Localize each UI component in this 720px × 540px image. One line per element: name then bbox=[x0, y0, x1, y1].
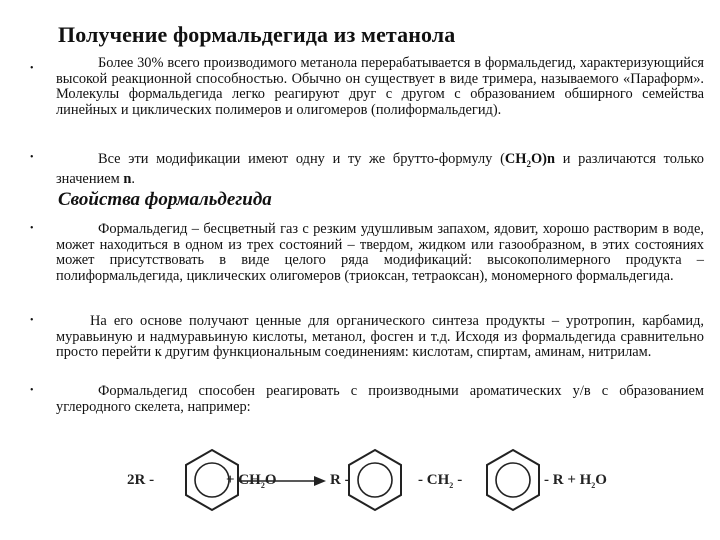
bullet-marker: • bbox=[30, 223, 34, 234]
formula-n: n bbox=[123, 171, 132, 188]
product-r-label: R - bbox=[330, 472, 350, 488]
bullet-marker: • bbox=[30, 315, 34, 326]
formula-part: O)n bbox=[530, 151, 555, 167]
benzene-ring-icon bbox=[349, 450, 401, 510]
water-product: - $R + H_2O$ bbox=[544, 472, 607, 490]
reactant-label: 2R - bbox=[127, 472, 155, 488]
text-segment: . bbox=[131, 171, 135, 188]
paragraph-properties: Формальдегид – бесцветный газ с резким удушливым запахом, ядовит, хорошо растворим в воде, может находиться в одном из трех состояний – твердом, жидком или газообразном, в этих состояниях может присутствовать в виде целого ряда модификаций: высокополимерного продукта – полиформальдегида, циклических олигомеров (триоксан, тетраоксан), мономерного формальдегида. bbox=[56, 221, 704, 284]
paragraph-applications: На его основе получают ценные для органического синтеза продукты – уротропин, карбамид, муравьиную и надмуравьиную кислоты, метанол, фосген и т.д. Исходя из формальдегида сравнительно просто перейти к другим функциональным соединениям: кислотам, спиртам, аминам, нитрилам. bbox=[56, 313, 704, 361]
methylene-bridge: - $CH_2$ - bbox=[418, 472, 463, 490]
formula-subscript: 2 bbox=[526, 158, 531, 169]
aromatic-circle-icon bbox=[358, 463, 392, 497]
arrow-head-icon bbox=[314, 476, 326, 486]
aromatic-circle-icon bbox=[496, 463, 530, 497]
paragraph-methanol-conversion: Более 30% всего производимого метанола перерабатывается в формальдегид, характеризующийся высокой реакционной способностью. Обычно он существует в виде тримера, называемого «Параформ». Молекулы формальдегида легко реагируют друг с другом с образованием обширного семейства линейных и циклических полимеров и олигомеров (полиформальдегид). bbox=[56, 55, 704, 118]
paragraph-gross-formula bbox=[56, 152, 704, 188]
formula-gross bbox=[505, 151, 555, 167]
formaldehyde-reagent: + $CH_2O$ bbox=[226, 472, 277, 490]
bullet-marker: • bbox=[30, 385, 34, 396]
formula-part: CH bbox=[504, 151, 527, 167]
bullet-marker: • bbox=[30, 152, 34, 163]
page-title: Получение формальдегида из метанола bbox=[58, 22, 456, 47]
benzene-ring-icon bbox=[487, 450, 539, 510]
text-segment: и различаются только значением bbox=[56, 151, 704, 188]
section-subtitle: Свойства формальдегида bbox=[58, 189, 272, 210]
aromatic-circle-icon bbox=[195, 463, 229, 497]
text-segment: Все эти модификации имеют одну и ту же брутто-формулу ( bbox=[98, 151, 505, 167]
reaction-equation bbox=[0, 440, 720, 520]
bullet-marker: • bbox=[30, 63, 34, 74]
paragraph-reaction-intro: Формальдегид способен реагировать с производными ароматических у/в с образованием углеродного скелета, например: bbox=[56, 383, 704, 415]
